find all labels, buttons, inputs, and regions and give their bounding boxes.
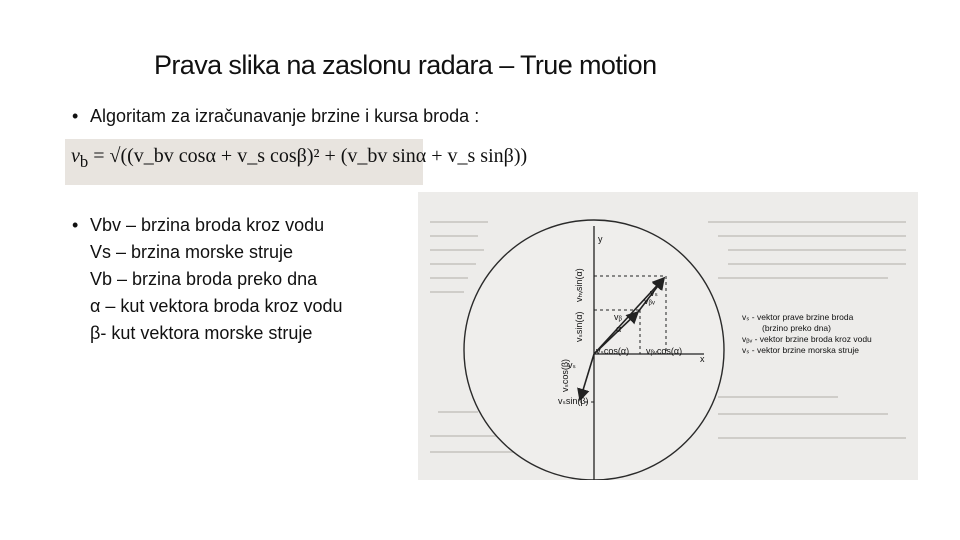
axis-y-label: y [598, 234, 603, 244]
formula-rhs: = √((v_bv cosα + v_s cosβ)² + (v_bv sinα + v_s sinβ)) [93, 145, 528, 167]
definition-beta: β- kut vektora morske struje [90, 323, 313, 343]
legend [742, 312, 872, 355]
definition-alpha: α – kut vektora broda kroz vodu [90, 296, 343, 316]
bullet-algorithm [72, 106, 479, 127]
label-vb: vᵦ [614, 312, 622, 322]
legend-line-4: vₛ - vektor brzine morska struje [742, 345, 860, 355]
vector-diagram-photo [418, 192, 918, 480]
bullet-algorithm-text: Algoritam za izračunavanje brzine i kursa broda : [90, 106, 480, 126]
formula-lhs-sub: b [79, 152, 89, 171]
definition-vb: Vb – brzina broda preko dna [90, 269, 318, 289]
bullet-dot: • [72, 106, 79, 126]
label-vbv-cos-a: vᵦᵥcos(α) [646, 346, 683, 356]
label-vs-cos-a: vₛcos(α) [596, 346, 630, 356]
label-alpha: α [616, 324, 622, 334]
legend-line-2: (brzino preko dna) [762, 323, 831, 333]
vector-diagram [418, 192, 918, 480]
label-vs-small: vₛ [568, 360, 576, 370]
formula-lhs: v [71, 145, 80, 167]
axis-x-label: x [700, 354, 705, 364]
label-vs-sin-a: vₛsin(α) [574, 311, 584, 342]
legend-line-3: vᵦᵥ - vektor brzine broda kroz vodu [742, 334, 872, 344]
legend-line-1: vₛ - vektor prave brzine broda [742, 312, 854, 322]
label-vs-cos-b: vₛcos(β) [560, 358, 570, 392]
definition-line [72, 239, 343, 266]
definition-line [72, 212, 343, 239]
bullet-definitions [72, 212, 343, 347]
definition-vbv: Vbv – brzina broda kroz vodu [90, 215, 325, 235]
label-vs-sin-b: vₛsin(β) [558, 396, 589, 406]
definition-line [72, 320, 343, 347]
bullet-dot: • [72, 215, 79, 235]
label-vbv-sin-a: vₕᵥsin(α) [574, 268, 584, 302]
definition-vs: Vs – brzina morske struje [90, 242, 294, 262]
label-vbv: vᵦᵥ [644, 296, 655, 306]
label-vs: vₛ [650, 288, 658, 298]
definition-line [72, 266, 343, 293]
formula-image [65, 139, 528, 185]
definition-line [72, 293, 343, 320]
slide-title: Prava slika na zaslonu radara – True motion [154, 50, 657, 80]
formula [71, 145, 527, 172]
